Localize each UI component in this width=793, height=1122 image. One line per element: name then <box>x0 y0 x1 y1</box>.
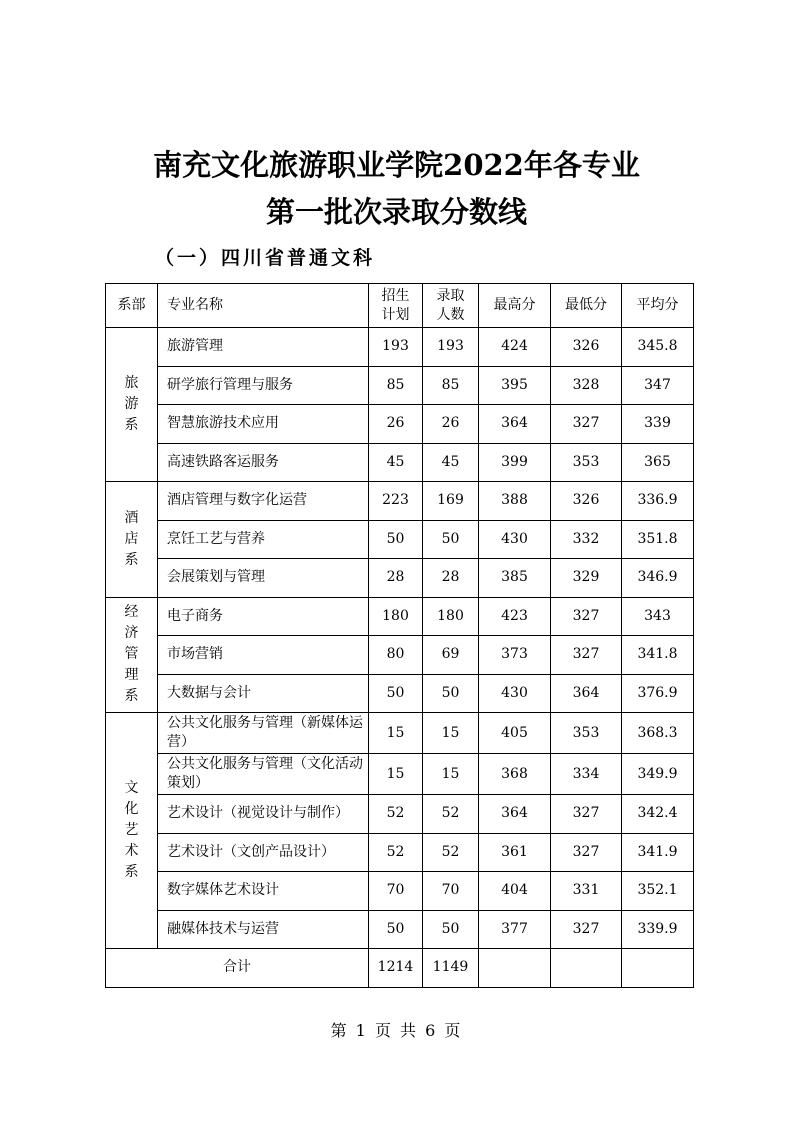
max-score-cell: 361 <box>479 833 551 872</box>
header-dept: 系部 <box>106 284 158 328</box>
page-footer: 第 1 页 共 6 页 <box>330 1021 463 1040</box>
min-score-cell: 328 <box>551 366 622 405</box>
total-label: 合计 <box>106 949 369 988</box>
admitted-cell: 52 <box>423 833 479 872</box>
min-score-cell: 327 <box>551 597 622 636</box>
avg-score-cell: 341.8 <box>622 636 694 675</box>
avg-score-cell: 368.3 <box>622 713 694 754</box>
dept-cell: 酒店系 <box>106 482 158 598</box>
plan-cell: 223 <box>369 482 423 521</box>
plan-cell: 50 <box>369 910 423 949</box>
dept-cell: 旅游系 <box>106 328 158 482</box>
table-row <box>106 754 694 795</box>
table-row <box>106 482 694 521</box>
min-score-cell: 326 <box>551 482 622 521</box>
admitted-cell: 169 <box>423 482 479 521</box>
min-score-cell: 327 <box>551 795 622 834</box>
header-major: 专业名称 <box>158 284 369 328</box>
max-score-cell: 385 <box>479 559 551 598</box>
major-name-cell: 公共文化服务与管理（新媒体运营） <box>158 713 369 754</box>
min-score-cell: 327 <box>551 405 622 444</box>
min-score-cell: 353 <box>551 443 622 482</box>
min-score-cell: 334 <box>551 754 622 795</box>
admitted-cell: 180 <box>423 597 479 636</box>
total-row <box>106 949 694 988</box>
avg-score-cell: 339 <box>622 405 694 444</box>
table-row <box>106 833 694 872</box>
major-name-cell: 艺术设计（视觉设计与制作） <box>158 795 369 834</box>
max-score-cell: 404 <box>479 872 551 911</box>
max-score-cell: 430 <box>479 520 551 559</box>
major-name-cell: 会展策划与管理 <box>158 559 369 598</box>
major-name-cell: 研学旅行管理与服务 <box>158 366 369 405</box>
min-score-cell: 327 <box>551 636 622 675</box>
admitted-cell: 50 <box>423 910 479 949</box>
min-score-cell: 327 <box>551 910 622 949</box>
admitted-cell: 15 <box>423 754 479 795</box>
avg-score-cell: 342.4 <box>622 795 694 834</box>
plan-cell: 50 <box>369 674 423 713</box>
total-admitted: 1149 <box>423 949 479 988</box>
document-title-line1: 南充文化旅游职业学院2022年各专业 <box>153 148 640 182</box>
total-plan: 1214 <box>369 949 423 988</box>
max-score-cell: 377 <box>479 910 551 949</box>
min-score-cell: 331 <box>551 872 622 911</box>
plan-cell: 193 <box>369 328 423 367</box>
table-row <box>106 636 694 675</box>
table-row <box>106 910 694 949</box>
major-name-cell: 智慧旅游技术应用 <box>158 405 369 444</box>
plan-cell: 52 <box>369 795 423 834</box>
plan-cell: 70 <box>369 872 423 911</box>
min-score-cell: 353 <box>551 713 622 754</box>
major-name-cell: 大数据与会计 <box>158 674 369 713</box>
plan-cell: 85 <box>369 366 423 405</box>
max-score-cell: 388 <box>479 482 551 521</box>
major-name-cell: 市场营销 <box>158 636 369 675</box>
table-row <box>106 872 694 911</box>
table-row <box>106 795 694 834</box>
empty-cell <box>479 949 551 988</box>
avg-score-cell: 351.8 <box>622 520 694 559</box>
major-name-cell: 艺术设计（文创产品设计） <box>158 833 369 872</box>
max-score-cell: 405 <box>479 713 551 754</box>
plan-cell: 45 <box>369 443 423 482</box>
admitted-cell: 28 <box>423 559 479 598</box>
avg-score-cell: 365 <box>622 443 694 482</box>
admission-score-table <box>105 283 694 988</box>
header-admitted: 录取人数 <box>423 284 479 328</box>
table-row <box>106 366 694 405</box>
max-score-cell: 430 <box>479 674 551 713</box>
table-row <box>106 328 694 367</box>
header-max: 最高分 <box>479 284 551 328</box>
table-row <box>106 713 694 754</box>
major-name-cell: 数字媒体艺术设计 <box>158 872 369 911</box>
avg-score-cell: 341.9 <box>622 833 694 872</box>
dept-cell: 经济管理系 <box>106 597 158 713</box>
admitted-cell: 50 <box>423 674 479 713</box>
table-row <box>106 559 694 598</box>
min-score-cell: 329 <box>551 559 622 598</box>
major-name-cell: 旅游管理 <box>158 328 369 367</box>
admitted-cell: 26 <box>423 405 479 444</box>
max-score-cell: 373 <box>479 636 551 675</box>
dept-cell: 文化艺术系 <box>106 713 158 949</box>
max-score-cell: 423 <box>479 597 551 636</box>
avg-score-cell: 352.1 <box>622 872 694 911</box>
major-name-cell: 酒店管理与数字化运营 <box>158 482 369 521</box>
min-score-cell: 364 <box>551 674 622 713</box>
max-score-cell: 364 <box>479 795 551 834</box>
plan-cell: 26 <box>369 405 423 444</box>
admitted-cell: 193 <box>423 328 479 367</box>
plan-cell: 15 <box>369 754 423 795</box>
max-score-cell: 368 <box>479 754 551 795</box>
header-avg: 平均分 <box>622 284 694 328</box>
max-score-cell: 399 <box>479 443 551 482</box>
major-name-cell: 高速铁路客运服务 <box>158 443 369 482</box>
min-score-cell: 327 <box>551 833 622 872</box>
major-name-cell: 电子商务 <box>158 597 369 636</box>
plan-cell: 180 <box>369 597 423 636</box>
major-name-cell: 公共文化服务与管理（文化活动策划） <box>158 754 369 795</box>
avg-score-cell: 346.9 <box>622 559 694 598</box>
avg-score-cell: 343 <box>622 597 694 636</box>
admitted-cell: 70 <box>423 872 479 911</box>
avg-score-cell: 336.9 <box>622 482 694 521</box>
table-header-row <box>106 284 694 328</box>
avg-score-cell: 349.9 <box>622 754 694 795</box>
table-row <box>106 674 694 713</box>
empty-cell <box>551 949 622 988</box>
table-row <box>106 520 694 559</box>
avg-score-cell: 345.8 <box>622 328 694 367</box>
table-row <box>106 405 694 444</box>
document-title-line2: 第一批次录取分数线 <box>265 195 527 229</box>
avg-score-cell: 347 <box>622 366 694 405</box>
section-title: （一）四川省普通文科 <box>155 247 376 269</box>
table-row <box>106 597 694 636</box>
plan-cell: 28 <box>369 559 423 598</box>
max-score-cell: 424 <box>479 328 551 367</box>
plan-cell: 50 <box>369 520 423 559</box>
empty-cell <box>622 949 694 988</box>
header-min: 最低分 <box>551 284 622 328</box>
admitted-cell: 52 <box>423 795 479 834</box>
admitted-cell: 69 <box>423 636 479 675</box>
plan-cell: 80 <box>369 636 423 675</box>
admitted-cell: 15 <box>423 713 479 754</box>
max-score-cell: 364 <box>479 405 551 444</box>
avg-score-cell: 339.9 <box>622 910 694 949</box>
major-name-cell: 融媒体技术与运营 <box>158 910 369 949</box>
admitted-cell: 85 <box>423 366 479 405</box>
avg-score-cell: 376.9 <box>622 674 694 713</box>
min-score-cell: 332 <box>551 520 622 559</box>
min-score-cell: 326 <box>551 328 622 367</box>
plan-cell: 15 <box>369 713 423 754</box>
table-row <box>106 443 694 482</box>
admitted-cell: 45 <box>423 443 479 482</box>
major-name-cell: 烹饪工艺与营养 <box>158 520 369 559</box>
header-plan: 招生计划 <box>369 284 423 328</box>
admitted-cell: 50 <box>423 520 479 559</box>
max-score-cell: 395 <box>479 366 551 405</box>
plan-cell: 52 <box>369 833 423 872</box>
